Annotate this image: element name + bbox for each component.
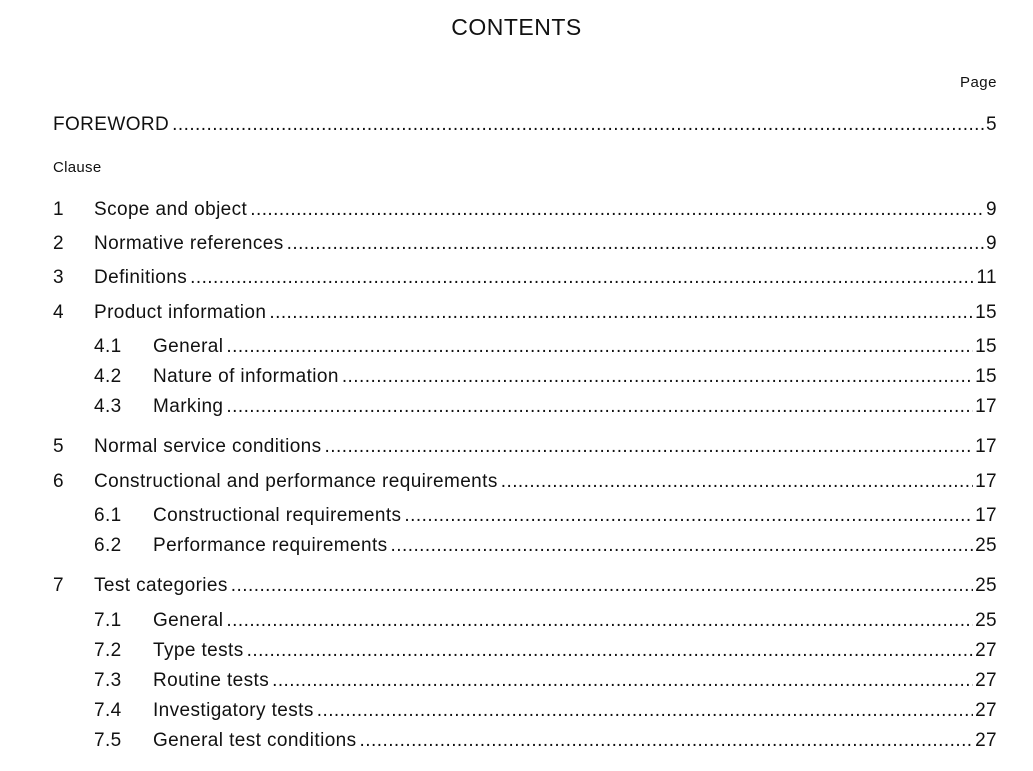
toc-leader-dots	[172, 114, 984, 136]
toc-entry-number: 6	[53, 471, 64, 492]
toc-entry-page: 27	[975, 700, 997, 721]
toc-entry-7-2[interactable]	[94, 640, 997, 664]
toc-entry-page: 25	[975, 535, 997, 556]
toc-entry-4-1[interactable]	[94, 336, 997, 360]
toc-entry-number: 7.3	[94, 670, 122, 691]
toc-entry-7-5[interactable]	[94, 730, 997, 754]
toc-entry-number: 1	[53, 199, 64, 220]
toc-entry-title: Type tests	[153, 640, 244, 661]
toc-entry-page: 15	[975, 366, 997, 387]
toc-leader-dots	[226, 610, 973, 632]
toc-entry-number: 4	[53, 302, 64, 323]
toc-entry-page: 27	[975, 640, 997, 661]
toc-entry-title: Nature of information	[153, 366, 339, 387]
toc-leader-dots	[501, 471, 973, 493]
toc-entry-page: 17	[975, 396, 997, 417]
toc-entry-7-1[interactable]	[94, 610, 997, 634]
toc-entry-page: 9	[986, 233, 997, 254]
toc-leader-dots	[404, 505, 973, 527]
toc-leader-dots	[325, 436, 974, 458]
toc-entry-7-3[interactable]	[94, 670, 997, 694]
toc-leader-dots	[226, 336, 973, 358]
toc-entry-page: 17	[975, 471, 997, 492]
clause-column-label: Clause	[53, 159, 102, 176]
toc-entry-6[interactable]	[53, 471, 997, 495]
toc-entry-title: Performance requirements	[153, 535, 388, 556]
toc-entry-title: Scope and object	[94, 199, 248, 220]
page-column-label: Page	[959, 74, 997, 91]
contents-title: CONTENTS	[451, 14, 582, 40]
toc-entry-title: Definitions	[94, 267, 188, 288]
toc-entry-page: 25	[975, 610, 997, 631]
toc-entry-title: Normal service conditions	[94, 436, 322, 457]
toc-entry-page: 9	[986, 199, 997, 220]
toc-entry-page: 17	[975, 505, 997, 526]
toc-leader-dots	[317, 700, 973, 722]
toc-entry-7-4[interactable]	[94, 700, 997, 724]
toc-leader-dots	[287, 233, 984, 255]
toc-entry-number: 6.2	[94, 535, 122, 556]
toc-entry-title: Constructional and performance requirements	[94, 471, 498, 492]
toc-leader-dots	[360, 730, 974, 752]
toc-entry-number: 2	[53, 233, 64, 254]
toc-entry-title: Test categories	[94, 575, 228, 596]
toc-entry-number: 3	[53, 267, 64, 288]
toc-entry-4[interactable]	[53, 302, 997, 326]
toc-entry-5[interactable]	[53, 436, 997, 460]
toc-leader-dots	[226, 396, 973, 418]
toc-entry-2[interactable]	[53, 233, 997, 257]
toc-entry-3[interactable]	[53, 267, 997, 291]
toc-entry-foreword[interactable]	[53, 114, 997, 138]
toc-entry-7[interactable]	[53, 575, 997, 599]
toc-entry-title: General test conditions	[153, 730, 357, 751]
toc-leader-dots	[247, 640, 973, 662]
toc-entry-number: 6.1	[94, 505, 122, 526]
toc-entry-6-1[interactable]	[94, 505, 997, 529]
toc-leader-dots	[250, 199, 984, 221]
toc-entry-number: 7.4	[94, 700, 122, 721]
toc-leader-dots	[190, 267, 974, 289]
toc-entry-number: 4.2	[94, 366, 122, 387]
toc-leader-dots	[391, 535, 974, 557]
toc-entry-page: 5	[986, 114, 997, 135]
toc-entry-number: 4.1	[94, 336, 122, 357]
toc-entry-page: 27	[975, 670, 997, 691]
toc-entry-number: 7.5	[94, 730, 122, 751]
toc-entry-4-3[interactable]	[94, 396, 997, 420]
toc-entry-page: 15	[975, 302, 997, 323]
toc-entry-title: Product information	[94, 302, 267, 323]
toc-entry-6-2[interactable]	[94, 535, 997, 559]
toc-entry-title: Normative references	[94, 233, 284, 254]
toc-entry-title: FOREWORD	[53, 114, 170, 135]
toc-entry-title: Investigatory tests	[153, 700, 314, 721]
toc-entry-title: General	[153, 610, 224, 631]
toc-entry-number: 7.1	[94, 610, 122, 631]
toc-entry-number: 7.2	[94, 640, 122, 661]
toc-entry-page: 27	[975, 730, 997, 751]
toc-leader-dots	[269, 302, 973, 324]
toc-entry-title: General	[153, 336, 224, 357]
toc-entry-number: 5	[53, 436, 64, 457]
toc-leader-dots	[272, 670, 973, 692]
toc-entry-page: 25	[975, 575, 997, 596]
toc-entry-1[interactable]	[53, 199, 997, 223]
toc-leader-dots	[342, 366, 973, 388]
toc-entry-page: 11	[976, 267, 997, 288]
toc-entry-title: Routine tests	[153, 670, 270, 691]
toc-leader-dots	[231, 575, 973, 597]
toc-entry-number: 4.3	[94, 396, 122, 417]
toc-entry-4-2[interactable]	[94, 366, 997, 390]
toc-entry-page: 15	[975, 336, 997, 357]
toc-entry-title: Constructional requirements	[153, 505, 402, 526]
toc-entry-page: 17	[975, 436, 997, 457]
toc-entry-number: 7	[53, 575, 64, 596]
toc-entry-title: Marking	[153, 396, 224, 417]
